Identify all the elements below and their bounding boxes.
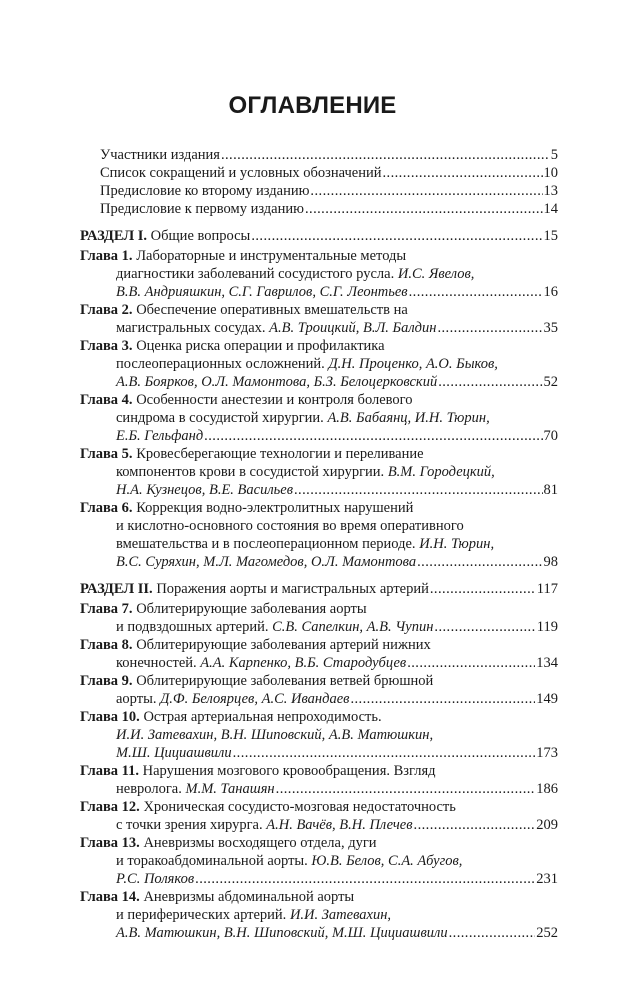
chapter-entry: Глава 1. Лабораторные и инструментальные методы [80,248,407,264]
page-number: 134 [536,655,558,671]
chapter-entry: Глава 5. Кровесберегающие технологии и переливание [80,446,424,462]
toc-page: ОГЛАВЛЕНИЕ Участники издания . . . 5 Список сокращений и условных обозначений . . . 10 Предисловие ко второму изданию . . . 13 Предисловие к первому изданию . . . 14 РАЗДЕЛ I. Общие вопросы . . . 15 Глава 1. Лабораторные и инструментальные методы диагностики заболеваний сосудистого русла. И.С. Явелов, В.В. Андрияшкин, С.Г. Гаврилов, С.Г. Леонтьев . . . 16 Глава 2. Обеспечение оперативных вмешательств на магистральных сосудах. А.В. Троицкий, В.Л. Балдин . . . 35 Глава 3. Оценка риска операции и профилактика послеоперационных осложнений. Д.Н. Проценко, А.О. Быков, А.В. Боярков, О.Л. Мамонтова, Б.З. Белоцерковский . . . 52 Глава 4. Особенности анестезии и контроля болевого синдрома в сосудистой хирургии. А.В. Бабаянц, И.Н. Тюрин, Е.Б. Гельфанд . . . 70 Глава 5. Кровесберегающие технологии и переливание компонентов крови в сосудистой хирургии. В.М. Городецкий, Н.А. Кузнецов, В.Е. Васильев . . . 81 Глава 6. Коррекция водно-электролитных нарушений и кислотно-основного состояния во время оперативного вмешательства и в послеоперационном периоде. И.Н. Тюрин, В.С. Суряхин, М.Л. Магомедов, О.Л. Мамонтова . . . 98 РАЗДЕЛ II. Поражения аорты и магистральных артерий . . . 117 Глава 7. Облитерирующие заболевания аорты и подвздошных артерий. С.В. Сапелкин, А.В. Чупин . . . 119 Глава 8. Облитерирующие заболевания артерий нижних конечностей. А.А. Карпенко, В.Б. Стародубцев . . . 134 Глава 9. Облитерирующие заболевания ветвей брюшной аорты. Д.Ф. Белоярцев, А.С. Ивандаев . . . 149 Глава 10. Острая артериальная непроходимость. И.И. Затевахин, В.Н. Шиповский, А.В. Матюшкин, М.Ш. Цициашвили . . . 173 Глава 11. Нарушения мозгового кровообращения. Взгляд невролога. М.М. Танашян . . . 186 Глава 12. Хроническая сосудисто-мозговая недостаточность с точки зрения хирурга. А.Н. Вачёв, В.Н. Плечев . . . 209 Глава 13. Аневризмы восходящего отдела, дуги и торакоабдоминальной аорты. Ю.В. Белов, С.А. Абугов, Р.С. Поляков . . . 231 Глава 14. Аневризмы абдоминальной аорты и периферических артерий. И.И. Затевахин, А.В. Матюшкин, В.Н. Шиповский, М.Ш. Цициашвили . . . 252 [0,0,625,1000]
toc-entry: Предисловие к первому изданию . . . 14 [100,200,558,218]
chapter-entry: Глава 12. Хроническая сосудисто-мозговая недостаточность [80,799,456,815]
page-number: 119 [536,619,558,635]
page-number: 149 [536,691,558,707]
page-number: 173 [536,745,558,761]
page-number: 5 [550,147,558,163]
page-number: 16 [543,284,558,300]
chapter-entry: Глава 13. Аневризмы восходящего отдела, дуги [80,835,377,851]
toc-entry: Предисловие ко второму изданию . . . 13 [100,182,558,200]
page-number: 98 [543,554,558,570]
chapter-entry: Глава 3. Оценка риска операции и профилактика [80,338,385,354]
page-number: 15 [543,228,558,244]
chapter-entry: Глава 10. Острая артериальная непроходимость. [80,709,382,725]
page-number: 52 [543,374,558,390]
section-heading: РАЗДЕЛ I. Общие вопросы . . . 15 [80,227,558,245]
chapter-entry: Глава 14. Аневризмы абдоминальной аорты [80,889,355,905]
chapter-entry: Глава 11. Нарушения мозгового кровообращения. Взгляд [80,763,436,779]
toc-entry: Участники издания . . . 5 [100,146,558,164]
page-number: 70 [543,428,558,444]
page-number: 231 [536,871,558,887]
chapter-entry: Глава 7. Облитерирующие заболевания аорты [80,601,367,617]
page-number: 14 [543,201,558,217]
chapter-entry: Глава 6. Коррекция водно-электролитных нарушений [80,500,414,516]
page-number: 13 [543,183,558,199]
chapter-entry: Глава 8. Облитерирующие заболевания артерий нижних [80,637,431,653]
page-number: 209 [536,817,558,833]
page-number: 10 [543,165,558,181]
page-title: ОГЛАВЛЕНИЕ [228,92,397,119]
section-heading: РАЗДЕЛ II. Поражения аорты и магистральных артерий . . . 117 [80,580,558,598]
chapter-entry: Глава 2. Обеспечение оперативных вмешательств на [80,302,408,318]
chapter-entry: Глава 9. Облитерирующие заболевания ветвей брюшной [80,673,434,689]
chapter-entry: Глава 4. Особенности анестезии и контроля болевого [80,392,413,408]
toc-entry: Список сокращений и условных обозначений . . . 10 [100,164,558,182]
page-number: 35 [543,320,558,336]
page-number: 117 [536,581,558,597]
page-number: 252 [536,925,558,941]
page-number: 186 [536,781,558,797]
page-number: 81 [543,482,558,498]
